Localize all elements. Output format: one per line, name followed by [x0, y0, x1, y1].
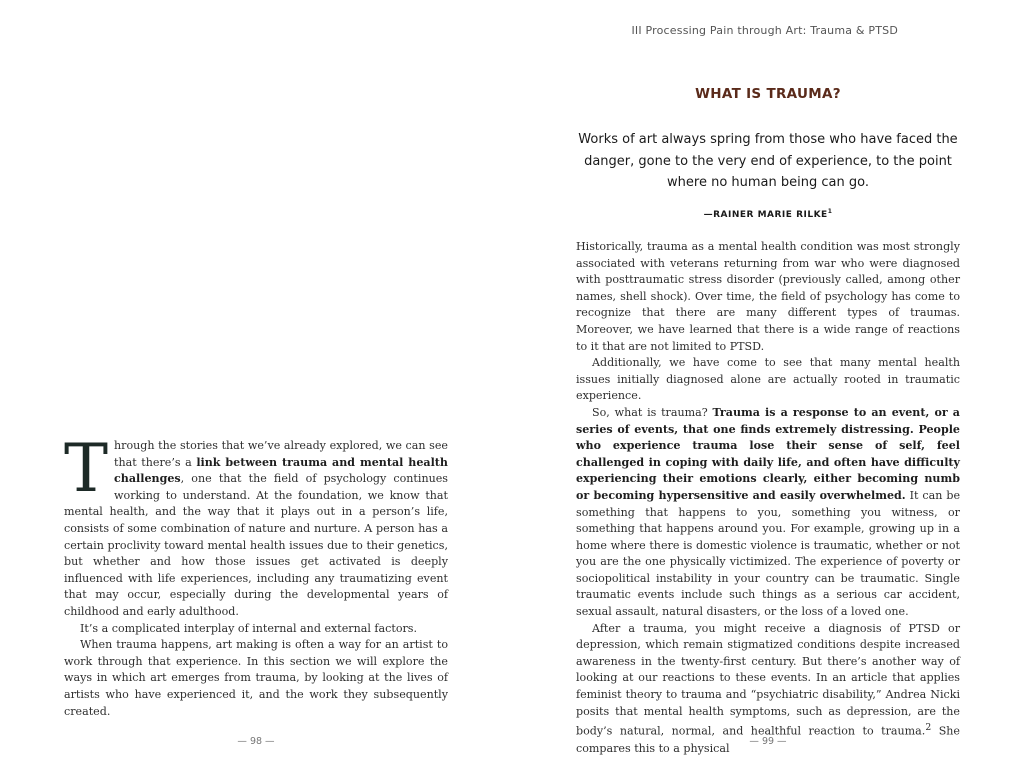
left-page-number: — 98 —: [237, 736, 275, 747]
section-title: WHAT IS TRAUMA?: [695, 86, 841, 102]
left-paragraph-2: It’s a complicated interplay of internal and external factors.: [80, 621, 418, 635]
right-paragraph-1: Historically, trauma as a mental health condition was most strongly associated with veterans returning from war who were diagnosed with posttraumatic stress disorder (previously called, among other names, shell shock). Over time, the field of psychology has come to recognize that there are many different types of traumas. Moreover, we have learned that there is a wide range of reactions to it that are not limited to PTSD.: [576, 240, 960, 353]
epigraph-quote: Works of art always spring from those who have faced the danger, gone to the very end of experience, to the point where no human being can go.: [578, 132, 958, 190]
right-p3-lead: So, what is trauma?: [592, 405, 713, 419]
footnote-marker-2: 2: [925, 722, 932, 734]
right-page-number: — 99 —: [749, 736, 787, 747]
right-p4-lead: After a trauma, you might receive a diagnosis of PTSD or depression, which remain stigmatized conditions despite increased awareness in the twenty-first century. But there’s another way of looking at our reactions to these events. In an article that applies feminist theory to trauma and “psychiatric disability,” Andrea Nicki posits that mental health symptoms, such as depression, are the body’s natural, normal, and healthful reaction to trauma.: [576, 621, 960, 738]
left-paragraph-3: When trauma happens, art making is often a way for an artist to work through that experience. In this section we will explore the ways in which art emerges from trauma, by looking at the lives of artists who have experienced it, and the work they subsequently created.: [64, 638, 448, 718]
right-p3-emphasis: Trauma is a response to an event, or a series of events, that one finds extremely distressing. People who experience trauma lose their sense of self, feel challenged in coping with daily life, and often have difficulty experiencing their emotions clearly, either becoming numb or becoming hypersensitive and easily overwhelmed.: [576, 405, 960, 502]
right-p4-rest: She compares this to a physical: [576, 724, 960, 755]
left-paragraph-1: [64, 430, 448, 621]
drop-cap: T: [64, 430, 109, 507]
right-body-text: [576, 239, 960, 757]
right-p3-rest: It can be something that happens to you, something you witness, or something that happens around you. For example, growing up in a home where there is domestic violence is traumatic, whether or not you are the one physically victimized. The experience of poverty or sociopolitical instability in your country can be traumatic. Single traumatic events include such things as a serious car accident, sexual assault, natural disasters, or the loss of a loved one.: [576, 488, 961, 619]
attribution-name: —RAINER MARIE RILKE: [703, 210, 828, 220]
left-p1-rest: , one that the field of psychology continues working to understand. At the foundation, we know that mental health, and the way that it plays out in a person’s life, consists of some combination of nature and nurture. A person has a certain proclivity toward mental health issues due to their genetics, but whether and how those issues get activated is deeply influenced with life experiences, including any traumatizing event that may occur, especially during the developmental years of childhood and early adulthood.: [64, 472, 448, 618]
footnote-marker-1: 1: [827, 208, 833, 215]
left-p1-emphasis: link between trauma and mental health challenges: [114, 455, 448, 486]
right-paragraph-2: Additionally, we have come to see that many mental health issues initially diagnosed alone are actually rooted in traumatic experience.: [576, 356, 960, 403]
right-page: [512, 0, 1024, 768]
left-p1-lead: hrough the stories that we’ve already explored, we can see that there’s a: [114, 439, 448, 469]
left-body-text: [64, 430, 448, 720]
epigraph-attribution: [576, 208, 960, 220]
right-paragraph-3: [576, 405, 960, 621]
running-head: III Processing Pain through Art: Trauma & PTSD: [631, 24, 898, 37]
